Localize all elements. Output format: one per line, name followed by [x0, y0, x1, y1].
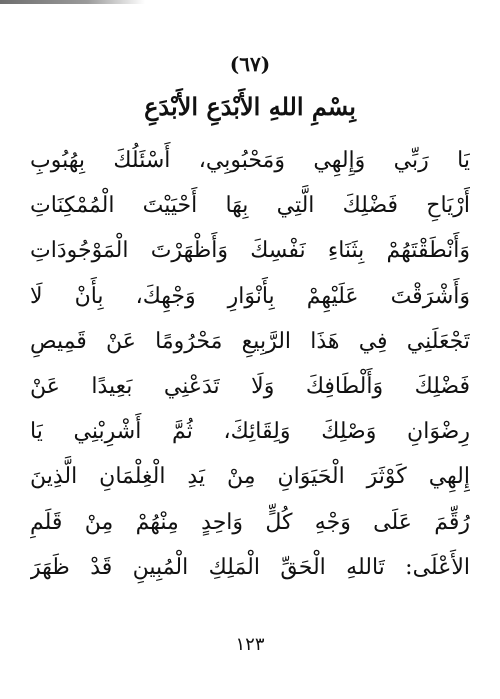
- text-line: وَأَنْطَقْتَهُمْ بِثَنَاءِ نَفْسِكَ وَأَظْهَرْتَ الْمَوْجُودَاتِ: [30, 238, 470, 264]
- text-line: يَا رَبِّي وَإِلهِي وَمَحْبُوبِي، أَسْئَلُكَ بِهُبُوبِ: [30, 148, 470, 173]
- prayer-text: [30, 138, 470, 590]
- text-line: رِضْوَانِ وَصْلِكَ وَلِقَائِكَ، ثُمَّ أَشْرِبْنِي يَا: [30, 419, 470, 445]
- text-line: وَأَشْرَقْتَ عَلَيْهِمْ بِأَنْوَارِ وَجْهِكَ، بِأَنْ لَا: [30, 283, 470, 309]
- text-line: فَضْلِكَ وَأَلْطَافِكَ وَلَا تَدَعْنِي بَعِيدًا عَنْ: [30, 373, 470, 399]
- page-number: ١٢٣: [235, 634, 265, 655]
- book-page: [30, 0, 470, 699]
- prayer-heading: بِسْمِ اللهِ الأَبْدَعِ الأَبْدَعِ: [144, 92, 356, 121]
- section-number: (٦٧): [229, 52, 271, 76]
- text-line: إِلهِي كَوْثَرَ الْحَيَوَانِ مِنْ يَدِ الْغِلْمَانِ الَّذِينَ: [30, 464, 470, 490]
- text-line: أَرْيَاحِ فَضْلِكَ الَّتِي بِهَا أَحْيَيْتَ الْمُمْكِنَاتِ: [30, 193, 470, 219]
- text-line: تَجْعَلَنِي فِي هَذَا الرَّبِيعِ مَحْرُومًا عَنْ قَمِيصِ: [30, 328, 470, 354]
- text-line: رُقِّمَ عَلَى وَجْهِ كُلٍّ وَاحِدٍ مِنْهُمْ مِنْ قَلَمِ: [30, 509, 470, 535]
- text-line: الأَعْلَى: تَاللهِ الْحَقِّ الْمَلِكِ الْمُبِينِ قَدْ ظَهَرَ: [30, 554, 470, 580]
